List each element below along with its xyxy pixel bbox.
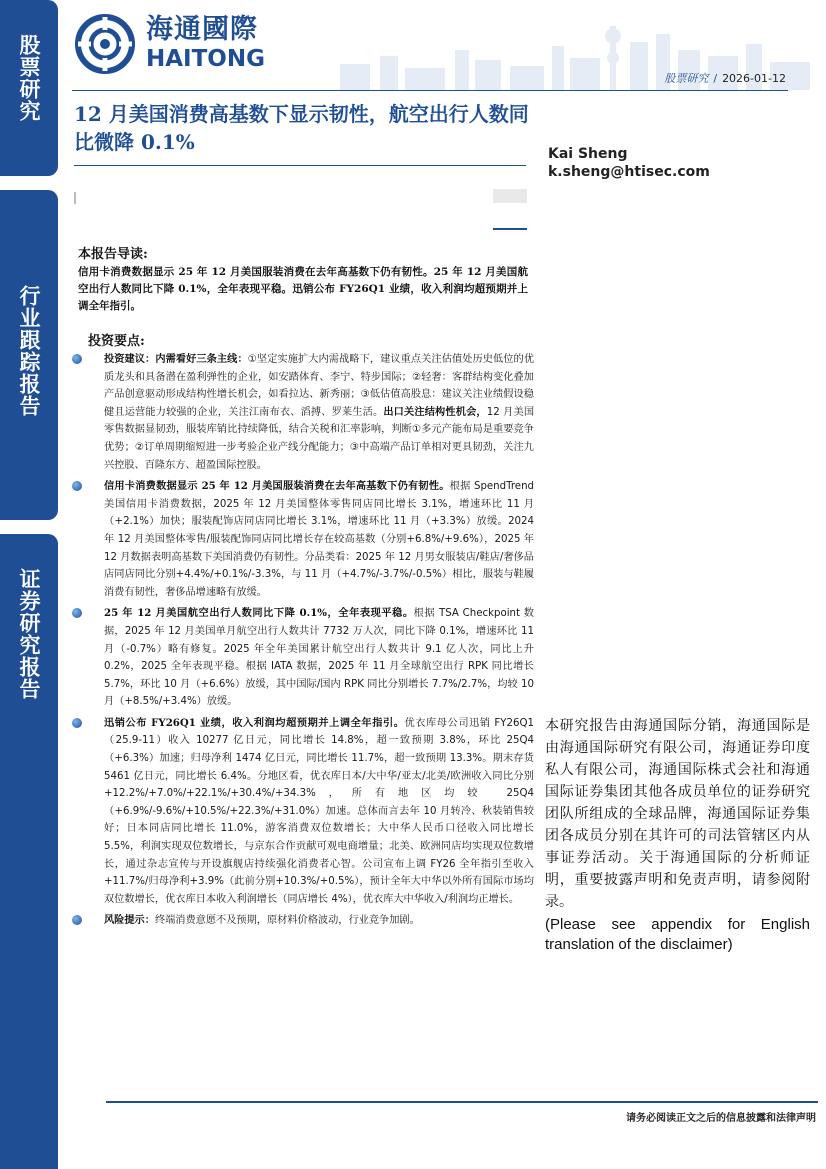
author-name: Kai Sheng <box>548 146 628 162</box>
list-item <box>72 605 534 711</box>
point-text: 根据 TSA Checkpoint 数据，2025 年 12 月美国单月航空出行人数共计 7732 万人次，同比下降 0.1%，增速环比 11 月（-0.7%）略有修复。2025 年全年美国累计航空出行人数共计 9.1 亿人次，同比上升 0.2%，2025 全年表现平稳。根据 IATA 数据，2025 年 11 月全球航空出行 RPK 同比增长 5.7%，环比 10 月（+6.6%）放缓，其中国际/国内 RPK 同比分别增长 7.7%/2.7%，均较 10 月（+8.5%/+3.4%）放缓。 <box>104 608 534 708</box>
author-block <box>548 145 710 181</box>
disclaimer-cn: 本研究报告由海通国际分销，海通国际是由海通国际研究有限公司，海通证券印度私人有限公司，海通国际株式会社和海通国际证券集团其他各成员单位的证券研究团队所组成的全球品牌，海通国际证券集团各成员分别在其许可的司法管辖区内从事证券活动。关于海通国际的分析师证明，重要披露声明和免责声明，请参阅附录。 <box>545 718 810 910</box>
sidebar-tab-securities-research <box>0 534 58 1169</box>
decor-box <box>493 189 527 203</box>
bullet-icon <box>72 354 82 364</box>
list-item <box>72 715 534 909</box>
point-lead: 风险提示： <box>104 914 155 927</box>
sidebar-tab-label: 行业跟踪报告 <box>17 285 42 417</box>
point-lead: 迅销公布 FY26Q1 业绩，收入利润均超预期并上调全年指引。 <box>104 716 405 729</box>
sidebar-tab-label: 证券研究报告 <box>17 568 42 700</box>
bullet-icon <box>72 481 82 491</box>
disclaimer-block <box>545 715 810 955</box>
point-lead: 信用卡消费数据显示 25 年 12 月美国服装消费在去年高基数下仍有韧性。 <box>104 480 450 493</box>
sidebar-tab-industry-tracking <box>0 190 58 520</box>
bullet-icon <box>72 608 82 618</box>
guide-heading: 本报告导读: <box>78 247 148 262</box>
point-text: 根据 SpendTrend 美国信用卡消费数据，2025 年 12 月美国整体零售同店同比增长 3.1%，增速环比 11 月（+2.1%）加快；服装配饰店同店同比增长 3.1%，增速环比 11 月（+3.3%）放缓。2024 年 12 月美国整体零售/服装配饰同店同比增长存在较高基数（分别+6.8%/+9.6%），2025 年 12 月数据表明高基数下美国消费仍有韧性。分品类看：2025 年 12 月男女服装店/鞋店/奢侈品店同店同比分别+4.4%/+0.1%/-3.3%，与 11 月（+4.7%/-3.7%/-0.5%）相比，服装与鞋履消费有韧性，奢侈品增速略有放缓。 <box>104 481 534 598</box>
list-item <box>72 912 534 930</box>
point-text: 优衣库母公司迅销 FY26Q1（25.9-11）收入 10277 亿日元，同比增长 14.8%，超一致预期 3.8%，环比 25Q4（+6.3%）加速；归母净利 1474 亿日元，同比增长 11.7%，超一致预期 13.3%。期末存货 5461 亿日元，同比增长 6.4%。分地区看，优衣库日本/大中华/亚太/北美/欧洲收入同比分别+12.2%/+7.0%/+22.1%/+30.4%/+34.3%，所有地区均较 25Q4（+6.9%/-9.6%/+10.5%/+22.3%/+31.0%）加速。总体而言去年 10 月转冷、秋装销售较好；日本同店同比增长 11.0%，游客消费双位数增长；大中华人民币口径收入同比增长 5.5%，利润实现双位数增长，与京东合作贡献可观电商增量；北美、欧洲同店均实现双位数增长，通过杂志宣传与开设旗舰店持续强化消费者心智。公司宣布上调 FY26 全年指引至收入+11.7%/归母净利+3.9%（此前分别+10.3%/+0.5%），预计全年大中华以外所有国际市场均双位数增长，优衣库日本收入利润增长（同店增长 4%），优衣库大中华收入/利润均正增长。 <box>104 717 534 905</box>
point-text: ①坚定实施扩大内需战略下，建议重点关注估值处历史低位的优质龙头和具备潜在盈利弹性的企业，如安踏体育、李宁、特步国际；②轻奢：客群结构变化叠加产品创意驱动形成结构性增长机会，如看拉达、新秀丽；③低估值高股息：建议关注业绩假设稳健且运营能力较强的企业，关注江南布衣、滔搏、罗莱生活。 <box>104 354 535 418</box>
point-lead: 25 年 12 月美国航空出行人数同比下降 0.1%，全年表现平稳。 <box>104 607 414 620</box>
disclaimer-en: (Please see appendix for English translation of the disclaimer) <box>545 916 810 953</box>
haitong-logo-icon <box>72 14 138 74</box>
meta-separator: / <box>713 72 718 85</box>
title-divider <box>74 165 526 166</box>
logo-cn-text: 海通國際 <box>146 14 258 45</box>
investment-points-list <box>72 351 534 934</box>
footer-note: 请务必阅读正文之后的信息披露和法律声明 <box>626 1113 816 1124</box>
list-item <box>72 351 534 474</box>
decor-rule <box>493 228 527 230</box>
sidebar-tab-label: 股票研究 <box>17 34 42 122</box>
sidebar-tab-stock-research <box>0 0 58 176</box>
point-text: 终端消费意愿不及预期，原材料价格波动，行业竞争加剧。 <box>154 915 420 927</box>
report-category: 股票研究 <box>664 72 709 85</box>
bullet-icon <box>72 915 82 925</box>
report-meta <box>664 70 786 86</box>
footer-divider <box>106 1101 818 1103</box>
author-email[interactable]: k.sheng@htisec.com <box>548 164 710 180</box>
report-title: 12 月美国消费高基数下显示韧性，航空出行人数同比微降 0.1% <box>74 102 529 154</box>
logo-en-text: HAITONG <box>146 46 265 72</box>
header-divider <box>72 90 788 91</box>
bullet-icon <box>72 718 82 728</box>
decor-mark <box>74 192 76 204</box>
point-lead-2: 出口关注结构性机会， <box>383 405 487 418</box>
report-date: 2026-01-12 <box>722 72 786 85</box>
points-heading: 投资要点: <box>88 334 145 349</box>
guide-summary: 信用卡消费数据显示 25 年 12 月美国服装消费在去年高基数下仍有韧性。25 年 12 月美国航空出行人数同比下降 0.1%，全年表现平稳。迅销公布 FY26Q1 业绩，收入利润均超预期并上调全年指引。 <box>78 266 528 312</box>
point-text-2: 12 月美国零售数据显韧劲，服装库销比持续降低，结合关税和汇率影响，判断①多元产能布局是重要竞争优势；②订单周期缩短进一步考验企业产线分配能力；③中高端产品订单相对更具韧劲，关注九兴控股、百隆东方、超盈国际控股。 <box>104 406 535 471</box>
company-logo <box>72 14 265 74</box>
list-item <box>72 478 534 601</box>
point-lead: 投资建议：内需看好三条主线： <box>104 353 248 365</box>
